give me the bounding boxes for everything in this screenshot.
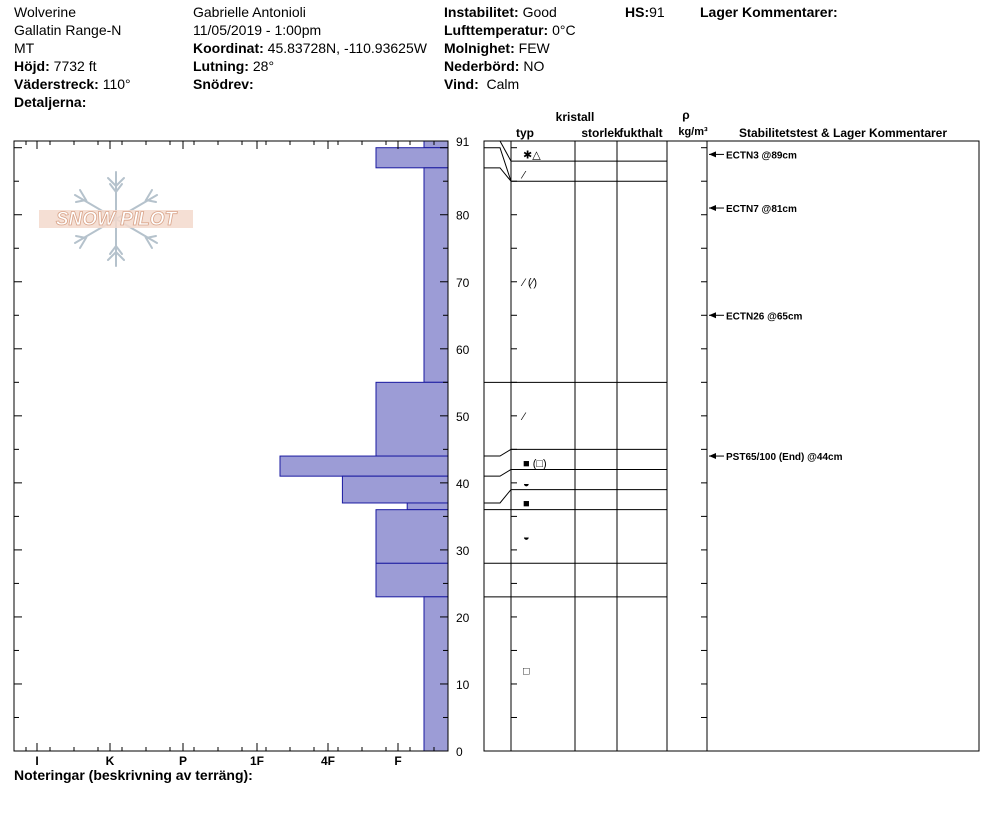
hardness-tick-label: P [178,754,188,768]
notes-label: Noteringar (beskrivning av terräng): [14,767,253,783]
col-moisture-header: fukthalt [619,126,663,140]
hardness-tick-label: F [394,754,402,768]
depth-tick-label: 60 [456,342,470,357]
grain-type-symbol: □ [523,665,530,678]
aspect-value: 110° [102,76,131,92]
hs-label: HS: [625,4,650,20]
depth-tick-label: 80 [456,208,470,223]
instability-label: Instabilitet: [444,4,519,20]
stability-test-label: PST65/100 (End) @44cm [726,452,843,464]
airtemp-label: Lufttemperatur: [444,22,549,38]
depth-tick-label: 20 [456,610,470,625]
col-size-header: storlek [581,126,621,140]
test-arrow-head [709,453,716,459]
grain-type-symbol: ◒ [523,531,530,544]
grain-type-symbol: ⁄ [523,410,525,423]
col-type-header: typ [516,126,534,140]
wind-label: Vind: [444,76,479,92]
hardness-tick-label: I [35,754,39,768]
layer-connector [484,141,511,161]
details-label: Detaljerna: [14,94,87,110]
stability-test-label: ECTN3 @89cm [726,150,797,162]
hardness-tick-label: 1F [249,754,265,768]
test-arrow-head [709,205,716,211]
airtemp-value: 0°C [552,22,576,38]
slope-label: Lutning: [193,58,249,74]
hardness-tick-label: 4F [320,754,336,768]
sky-label: Molnighet: [444,40,515,56]
stability-test-label: ECTN7 @81cm [726,204,797,216]
grain-type-symbol: ✱△ [523,149,541,162]
grain-type-symbol: ■ [523,497,530,510]
col-stability-header: Stabilitetstest & Lager Kommentarer [738,126,948,140]
location: Wolverine [14,4,76,20]
grain-type-symbol: ■ (□) [523,457,547,470]
elevation-label: Höjd: [14,58,50,74]
hs-value: 91 [649,4,665,20]
depth-tick-label: 0 [456,745,463,759]
elevation-value: 7732 ft [53,58,97,74]
slope-value: 28° [252,58,275,74]
grain-type-symbol: ⁄ (⁄) [523,276,538,289]
depth-tick-label: 30 [456,543,470,558]
depth-tick-label: 50 [456,409,470,424]
col-crystal-header: kristall [555,110,595,124]
precip-label: Nederbörd: [444,58,520,74]
stability-test-label: ECTN26 @65cm [726,311,803,323]
precip-value: NO [523,58,545,74]
layer-connector [484,490,511,503]
grain-type-symbol: ◒ [523,477,530,490]
coord-value: 45.83728N, -110.93625W [267,40,427,56]
coord-label: Koordinat: [193,40,264,56]
layer-comments-label: Lager Kommentarer: [700,4,838,20]
depth-tick-label: 10 [456,677,470,692]
logo-text: SNOW PILOT [55,209,177,230]
sky-value: FEW [518,40,550,56]
aspect-label: Väderstreck: [14,76,99,92]
test-arrow-head [709,151,716,157]
depth-tick-label: 91 [456,135,470,149]
depth-tick-label: 40 [456,476,470,491]
layer-connector [484,469,511,476]
state: MT [14,40,35,56]
test-arrow-head [709,312,716,318]
wind-value: Calm [486,76,520,92]
col-density-header: kg/m³ [678,126,708,138]
datetime: 11/05/2019 - 1:00pm [193,22,322,38]
observer: Gabrielle Antonioli [193,4,306,20]
instability-value: Good [522,4,557,20]
stratigraphy-frame [484,141,979,751]
hardness-tick-label: K [105,754,115,768]
range: Gallatin Range-N [14,22,122,38]
col-rho-header: ρ [682,108,690,122]
depth-tick-label: 70 [456,275,470,290]
layer-connector [484,449,511,456]
grain-type-symbol: ⁄ [523,169,525,182]
drift-label: Snödrev: [193,76,254,92]
